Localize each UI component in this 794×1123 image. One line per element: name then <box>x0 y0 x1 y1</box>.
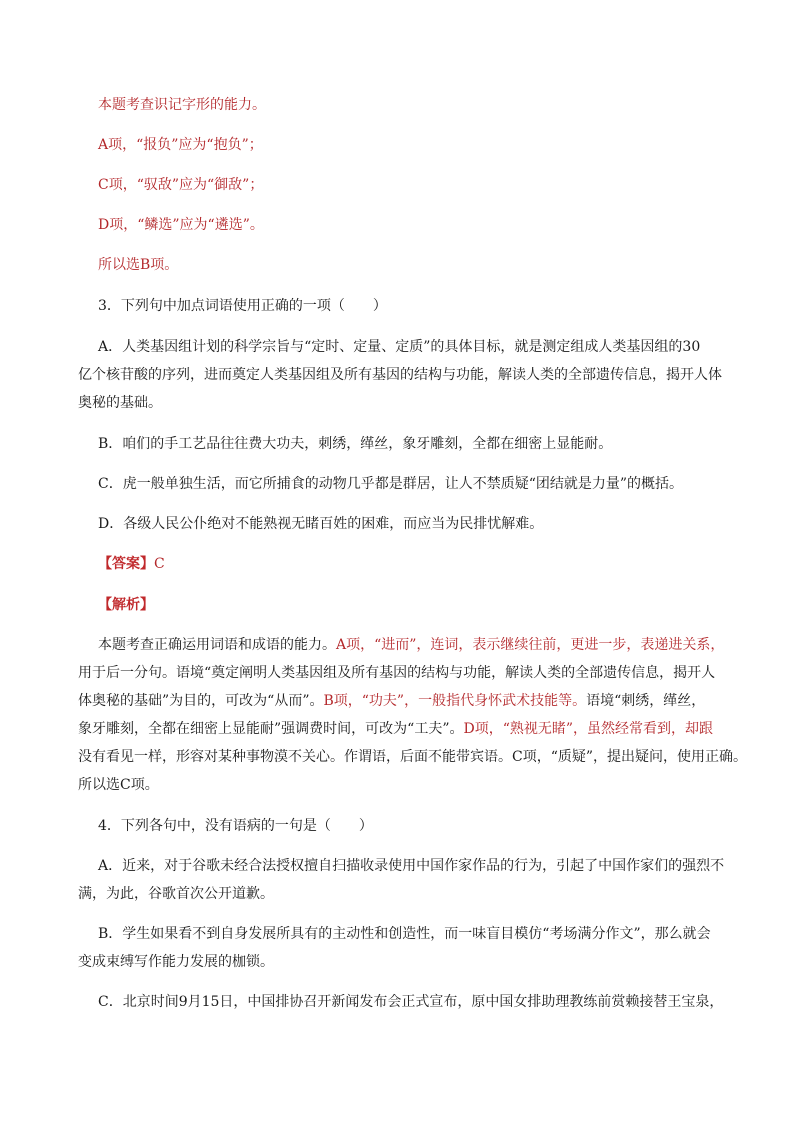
analysis-line4-b: D项，“熟视无睹”，虽然经常看到，却跟 <box>463 721 714 737</box>
q3-option-a-line2: 亿个核苷酸的序列，进而奠定人类基因组及所有基因的结构与功能，解读人类的全部遗传信息，揭开人体 <box>78 367 722 383</box>
q4-option-a-line2: 满，为此，谷歌首次公开道歉。 <box>78 886 274 902</box>
q3-analysis-heading <box>98 592 740 618</box>
analysis-option-c: C项，“驭敌”应为“御敌”； <box>98 177 264 193</box>
answer-value: C <box>154 556 165 572</box>
q4-option-c-line1: C．北京时间9月15日，中国排协召开新闻发布会正式宣布，原中国女排助理教练前赏赖接替王宝泉， <box>98 994 724 1010</box>
analysis-conclusion: 所以选B项。 <box>98 257 179 273</box>
q4-option-b-line2: 变成束缚写作能力发展的枷锁。 <box>78 954 274 970</box>
answer-label: 【答案】 <box>98 556 154 572</box>
q3-analysis-line4 <box>78 716 720 742</box>
q3-option-d: D．各级人民公仆绝对不能熟视无睹百姓的困难，而应当为民排忧解难。 <box>98 516 544 532</box>
q3-option-c: C．虎一般单独生活，而它所捕食的动物几乎都是群居，让人不禁质疑“团结就是力量”的概括。 <box>98 476 684 492</box>
q3-answer <box>98 551 740 577</box>
analysis-line3-a: 体奥秘的基础”为目的，可改为“从而”。 <box>78 693 324 709</box>
analysis-option-a: A项，“报负”应为“抱负”； <box>98 137 263 153</box>
analysis-line4-a: 象牙雕刻，全都在细密上显能耐”强调费时间，可改为“工夫”。 <box>78 721 464 737</box>
analysis-label: 【解析】 <box>98 597 154 613</box>
q4-option-b-line1: B．学生如果看不到自身发展所具有的主动性和创造性，而一味盲目模仿“考场满分作文”，那么就会 <box>98 926 711 942</box>
analysis-line1-a: 本题考查正确运用词语和成语的能力。 <box>98 637 336 653</box>
q3-stem: 3．下列句中加点词语使用正确的一项（ ） <box>98 298 387 314</box>
q3-analysis-line5: 没有看见一样，形容对某种事物漠不关心。作谓语，后面不能带宾语。C项，“质疑”，提出疑问，使用正确。 <box>78 749 748 765</box>
q3-analysis-line3 <box>78 688 720 714</box>
analysis-option-d: D项，“鳞选”应为“遴选”。 <box>98 217 264 233</box>
q3-analysis-line6: 所以选C项。 <box>78 777 159 793</box>
q3-option-b: B．咱们的手工艺品往往费大功夫，刺绣，缂丝，象牙雕刻，全都在细密上显能耐。 <box>98 436 613 452</box>
q4-option-a-line1: A．近来，对于谷歌未经合法授权擅自扫描收录使用中国作家作品的行为，引起了中国作家们的强烈不 <box>98 858 725 874</box>
q3-option-a-line3: 奥秘的基础。 <box>78 395 162 411</box>
analysis-line3-c: 语境“刺绣，缂丝， <box>586 693 706 709</box>
analysis-intro: 本题考查识记字形的能力。 <box>98 97 266 113</box>
analysis-line1-b: A项，“进而”，连词，表示继续往前，更进一步，表递进关系， <box>336 637 725 653</box>
q3-option-a-line1: A．人类基因组计划的科学宗旨与“定时、定量、定质”的具体目标，就是测定组成人类基因组的30 <box>98 339 701 355</box>
q3-analysis-line1 <box>98 632 740 658</box>
q4-stem: 4．下列各句中，没有语病的一句是（ ） <box>98 818 373 834</box>
analysis-line3-b: B项，“功夫”，一般指代身怀武术技能等。 <box>323 693 587 709</box>
q3-analysis-line2: 用于后一分句。语境“奠定阐明人类基因组及所有基因的结构与功能，解读人类的全部遗传信息，揭开人 <box>78 665 716 681</box>
